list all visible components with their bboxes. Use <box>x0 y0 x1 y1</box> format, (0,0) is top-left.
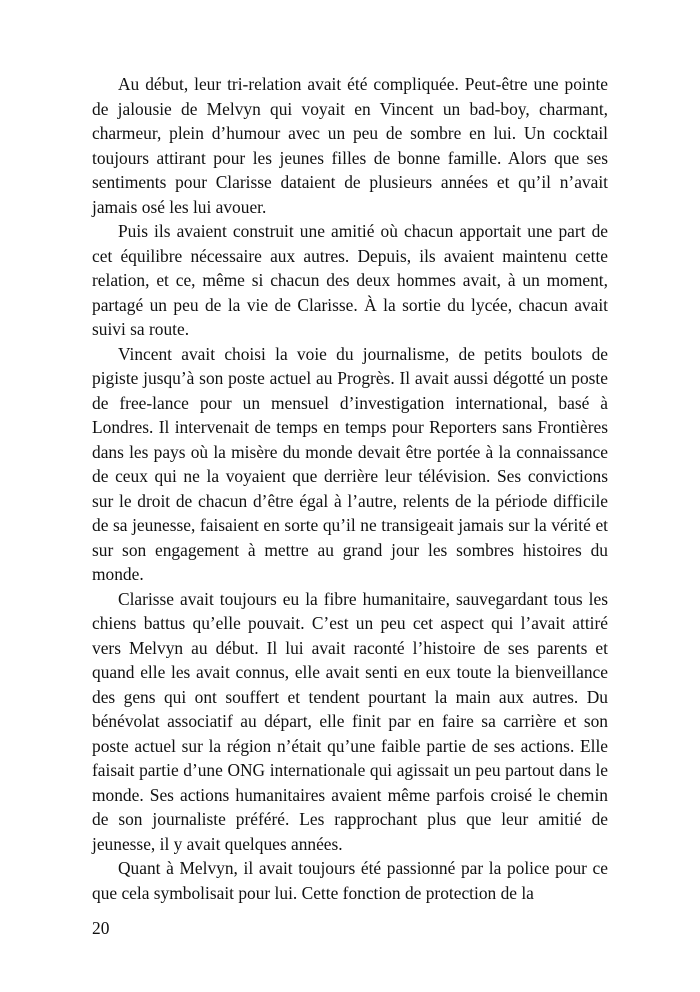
paragraph-2: Puis ils avaient construit une amitié où chacun apportait une part de cet équilibre nécessaire aux autres. Depuis, ils avaient maintenu cette relation, et ce, même si chacun des deux hommes avait, à un moment, partagé un peu de la vie de Clarisse. À la sortie du lycée, chacun avait suivi sa route. <box>92 221 608 339</box>
paragraph-5: Quant à Melvyn, il avait toujours été passionné par la police pour ce que cela symbolisait pour lui. Cette fonction de protection de la <box>92 858 608 903</box>
page-body <box>92 72 608 905</box>
page-number: 20 <box>92 918 110 938</box>
paragraph-1: Au début, leur tri-relation avait été compliquée. Peut-être une pointe de jalousie de Melvyn qui voyait en Vincent un bad-boy, charmant, charmeur, plein d’humour avec un peu de sombre en lui. Un cocktail toujours attirant pour les jeunes filles de bonne famille. Alors que ses sentiments pour Clarisse dataient de plusieurs années et qu’il n’avait jamais osé les lui avouer. <box>92 74 608 217</box>
paragraph-4: Clarisse avait toujours eu la fibre humanitaire, sauvegardant tous les chiens battus qu’elle pouvait. C’est un peu cet aspect qui l’avait attiré vers Melvyn au début. Il lui avait raconté l’histoire de ses parents et quand elle les avait connus, elle avait senti en eux toute la bienveillance des gens qui ont souffert et tendent pourtant la main aux autres. Du bénévolat associatif au départ, elle finit par en faire sa carrière et son poste actuel sur la région n’était qu’une faible partie de ses actions. Elle faisait partie d’une ONG internationale qui agissait un peu partout dans le monde. Ses actions humanitaires avaient même parfois croisé le chemin de son journaliste préféré. Les rapprochant plus que leur amitié de jeunesse, il y avait quelques années. <box>92 588 608 854</box>
paragraph-3: Vincent avait choisi la voie du journalisme, de petits boulots de pigiste jusqu’à son poste actuel au Progrès. Il avait aussi dégotté un poste de free-lance pour un mensuel d’investigation international, basé à Londres. Il intervenait de temps en temps pour Reporters sans Frontières dans les pays où la misère du monde devait être portée à la connaissance de ceux qui ne la voyaient que derrière leur télévision. Ses convictions sur le droit de chacun d’être égal à l’autre, relents de la période difficile de sa jeunesse, faisaient en sorte qu’il ne transigeait jamais sur la vérité et sur son engagement à mettre au grand jour les sombres histoires du monde. <box>92 343 608 584</box>
